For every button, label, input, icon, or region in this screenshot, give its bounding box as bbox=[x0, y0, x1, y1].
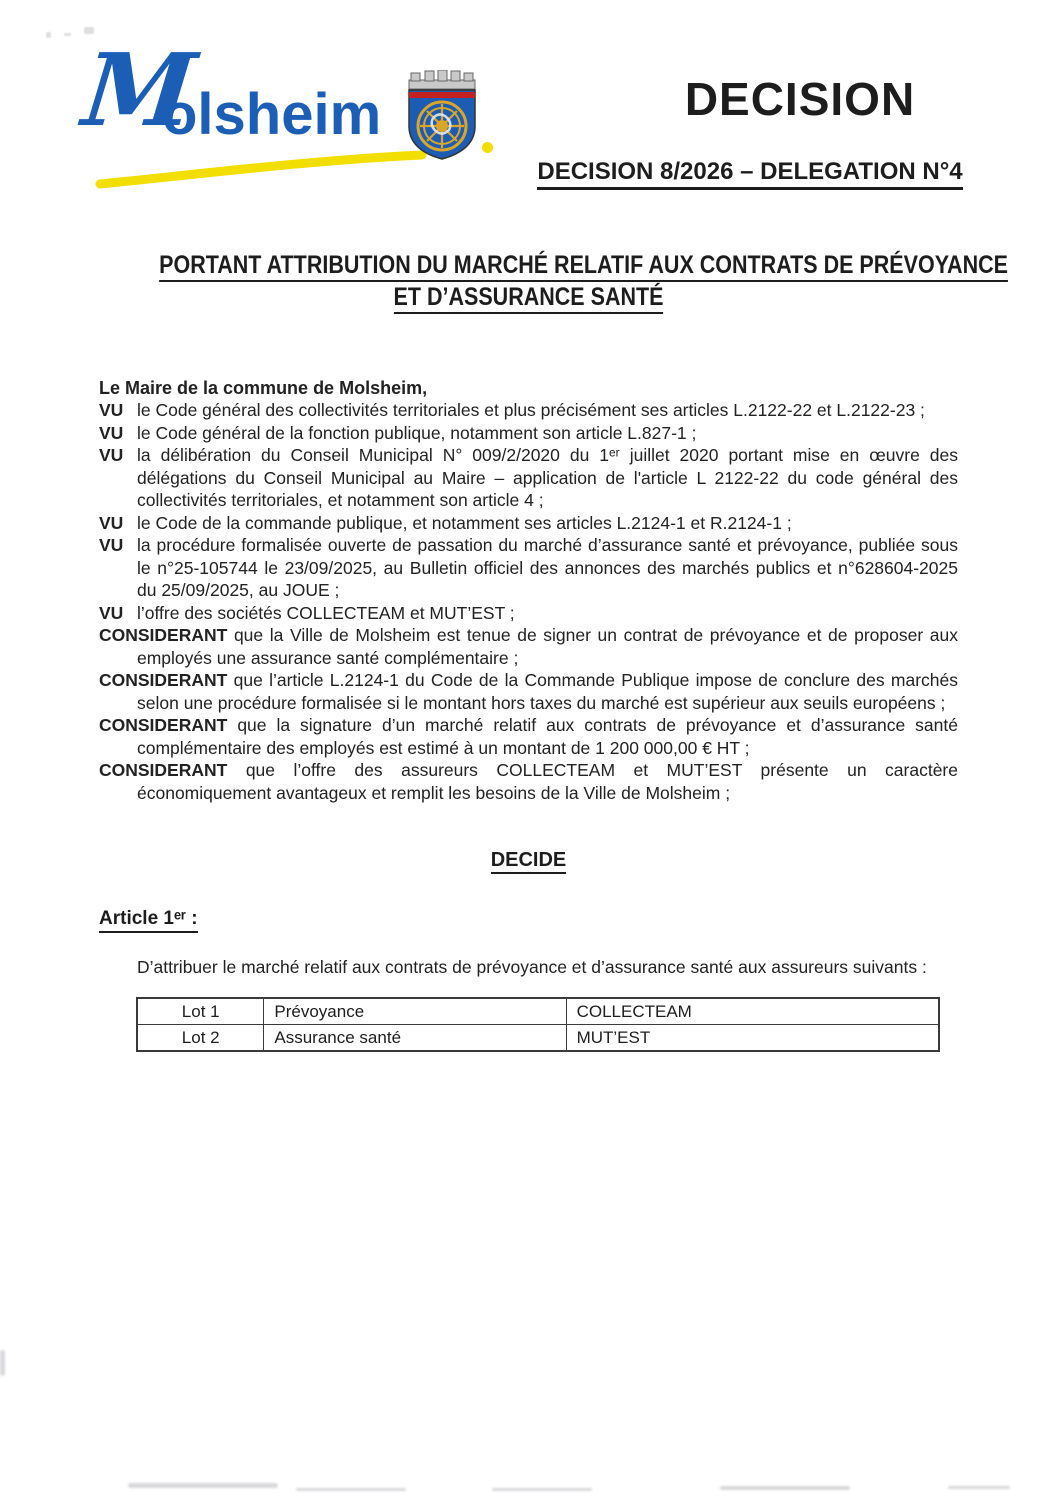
logo-dot bbox=[482, 142, 493, 153]
vu-label: VU bbox=[99, 422, 124, 443]
scan-artifact bbox=[492, 1488, 592, 1491]
decide-heading bbox=[99, 849, 958, 872]
document-title-line2: ET D’ASSURANCE SANTÉ bbox=[394, 283, 664, 314]
considerant-text: que la signature d’un marché relatif aux contrats de prévoyance et d’assurance santé complémentaire des employés est estimé à un montant de 1 200 000,00 € HT ; bbox=[137, 715, 958, 758]
scan-artifact bbox=[128, 1483, 278, 1488]
vu-text: le Code général de la fonction publique, notamment son article L.827-1 ; bbox=[137, 422, 697, 443]
decision-number-text: DECISION 8/2026 – DELEGATION N°4 bbox=[537, 158, 962, 190]
vu-paragraph bbox=[99, 602, 958, 625]
considerant-paragraph bbox=[99, 669, 958, 714]
considerant-paragraph bbox=[99, 759, 958, 804]
vu-text: le Code général des collectivités territoriales et plus précisément ses articles L.2122-22 et L.2122-23 ; bbox=[137, 400, 925, 420]
document-title-line1: PORTANT ATTRIBUTION DU MARCHÉ RELATIF AUX CONTRATS DE PRÉVOYANCE bbox=[159, 251, 1008, 282]
vu-label: VU bbox=[99, 512, 124, 533]
article-1-body: D’attribuer le marché relatif aux contrats de prévoyance et d’assurance santé aux assureurs suivants : bbox=[137, 957, 927, 977]
decision-number-heading bbox=[510, 158, 990, 186]
document-body bbox=[0, 250, 1058, 1052]
table-cell-object: Prévoyance bbox=[264, 998, 566, 1025]
vu-label: VU bbox=[99, 535, 124, 555]
scan-artifact bbox=[720, 1486, 850, 1490]
scan-artifact bbox=[948, 1486, 1010, 1489]
vu-paragraph bbox=[99, 399, 958, 422]
table-row bbox=[137, 998, 939, 1025]
article-1-heading-text: Article 1ᵉʳ : bbox=[99, 908, 198, 933]
article-1-heading bbox=[99, 908, 958, 930]
lots-table bbox=[136, 997, 940, 1052]
logo-swoosh bbox=[92, 146, 432, 190]
vu-text: l’offre des sociétés COLLECTEAM et MUT’EST ; bbox=[137, 602, 515, 623]
considerant-paragraph bbox=[99, 714, 958, 759]
document-title bbox=[159, 250, 1008, 314]
vu-label: VU bbox=[99, 602, 124, 623]
considerant-text: que l’article L.2124-1 du Code de la Commande Publique impose de conclure des marchés selon une procédure formalisée si le montant hors taxes du marché est supérieur aux seuils européens ; bbox=[137, 670, 958, 713]
page-title: DECISION bbox=[684, 73, 916, 125]
intro-line: Le Maire de la commune de Molsheim, bbox=[99, 378, 428, 398]
letterhead bbox=[0, 0, 1058, 250]
considerant-paragraph bbox=[99, 624, 958, 669]
considerant-text: que la Ville de Molsheim est tenue de signer un contrat de prévoyance et de proposer aux employés une assurance santé complémentaire ; bbox=[137, 625, 958, 668]
decide-heading-text: DECIDE bbox=[491, 849, 567, 874]
vu-label: VU bbox=[99, 445, 124, 465]
table-row bbox=[137, 1024, 939, 1051]
considerant-text: que l’offre des assureurs COLLECTEAM et MUT’EST présente un caractère économiquement avantageux et remplit les besoins de la Ville de Molsheim ; bbox=[137, 760, 958, 803]
vu-text: la délibération du Conseil Municipal N° 009/2/2020 du 1ᵉʳ juillet 2020 portant mise en œuvre des délégations du Conseil Municipal au Maire – application de l'article L 2122-22 du code général des collectivités territoriales, et notamment son article 4 ; bbox=[137, 445, 958, 510]
logo-initial: M bbox=[77, 31, 201, 149]
vu-paragraph bbox=[99, 512, 958, 535]
table-cell-object: Assurance santé bbox=[264, 1024, 566, 1051]
table-cell-lot: Lot 1 bbox=[137, 998, 264, 1025]
scan-artifact bbox=[0, 1350, 5, 1376]
table-cell-insurer: COLLECTEAM bbox=[566, 998, 939, 1025]
molsheim-crest-icon bbox=[403, 70, 481, 162]
considerant-label: CONSIDERANT bbox=[99, 760, 228, 780]
considerant-label: CONSIDERANT bbox=[99, 715, 228, 735]
considerant-label: CONSIDERANT bbox=[99, 625, 228, 645]
vu-text: la procédure formalisée ouverte de passation du marché d’assurance santé et prévoyance, publiée sous le n°25-105744 le 23/09/2025, au Bulletin officiel des annonces des marchés publics et n°628604-2025 du 25/09/2025, au JOUE ; bbox=[137, 535, 958, 600]
scan-artifact bbox=[296, 1488, 406, 1491]
vu-paragraph bbox=[99, 534, 958, 602]
table-cell-insurer: MUT’EST bbox=[566, 1024, 939, 1051]
table-cell-lot: Lot 2 bbox=[137, 1024, 264, 1051]
vu-text: le Code de la commande publique, et notamment ses articles L.2124-1 et R.2124-1 ; bbox=[137, 512, 792, 533]
vu-paragraph bbox=[99, 422, 958, 445]
vu-paragraph bbox=[99, 444, 958, 512]
considerant-label: CONSIDERANT bbox=[99, 670, 228, 690]
molsheim-logo bbox=[77, 31, 504, 200]
vu-label: VU bbox=[99, 400, 124, 420]
logo-wordmark: olsheim bbox=[162, 82, 382, 147]
